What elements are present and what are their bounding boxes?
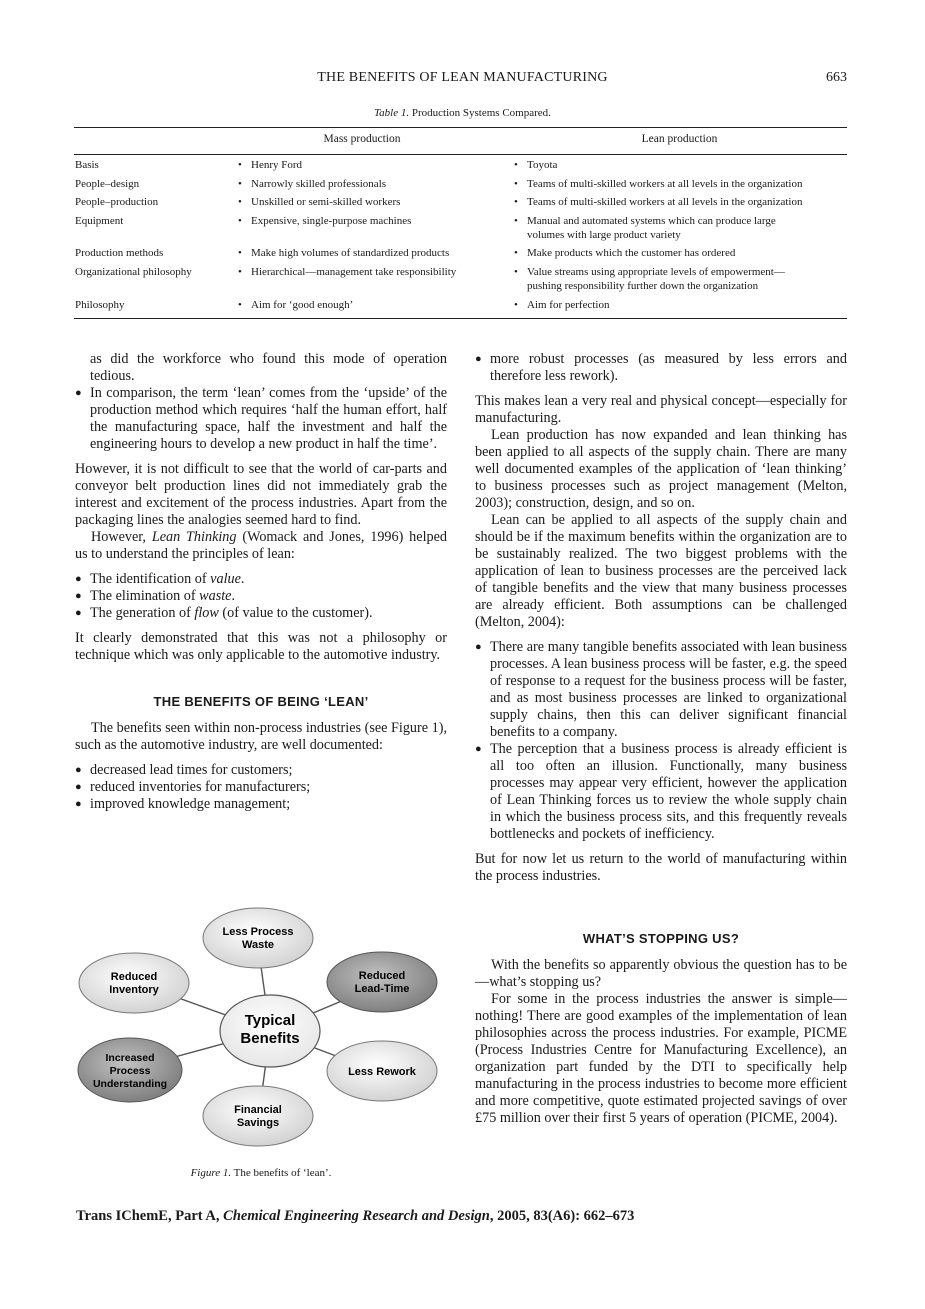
row-mass: • Henry Ford [251, 158, 302, 172]
list-item: ● The generation of flow (of value to the customer). [75, 605, 447, 622]
list-item: ● reduced inventories for manufacturers; [75, 779, 447, 796]
row-label: Equipment [75, 215, 124, 227]
node-label: Financial [234, 1104, 282, 1116]
paragraph: It clearly demonstrated that this was not a philosophy or technique which was only applicable to the automotive industry. [75, 630, 447, 663]
table-caption-text: Production Systems Compared. [409, 107, 551, 119]
section-heading-benefits: THE BENEFITS OF BEING ‘LEAN’ [153, 694, 369, 709]
node-label: Reduced [110, 971, 158, 983]
principles-list [75, 571, 447, 622]
row-mass: • Hierarchical—management take responsibility [251, 265, 456, 279]
robust-bullet-list [475, 351, 847, 385]
paragraph: With the benefits so apparently obvious the question has to be—what’s stopping us? [475, 957, 847, 990]
center-label: Typical [244, 1012, 296, 1029]
paragraph: However, it is not difficult to see that the world of car-parts and conveyor belt production lines did not immediately grab the interest and excitement of the process industries. Apart from the packaging lines the analogies seemed hard to find. [75, 461, 447, 528]
paragraph: However, Lean Thinking (Womack and Jones, 1996) helped us to understand the principles of lean: [75, 529, 447, 562]
list-item: ● improved knowledge management; [75, 796, 447, 813]
table-caption [0, 107, 925, 119]
row-lean: • Value streams using appropriate levels of empowerment— [527, 265, 785, 279]
node-increased-process-understanding [78, 1038, 182, 1102]
node-typical-benefits [220, 995, 320, 1067]
node-reduced-inventory [79, 953, 189, 1013]
table-header-lean: Lean production [641, 133, 718, 145]
row-lean: • Teams of multi-skilled workers at all levels in the organization [527, 195, 802, 209]
list-item: ● The perception that a business process is already efficient is all too often an illusion. Functionally, many business processes may appear very efficient, however the application of Lean Thinking forces us to review the whole supply chain in which the business process sits, and this frequently reveals bottlenecks and pockets of inefficiency. [475, 741, 847, 843]
row-mass: • Make high volumes of standardized products [251, 246, 449, 260]
node-less-process-waste [203, 908, 313, 968]
node-label: Process [109, 1065, 151, 1077]
row-label: Production methods [75, 247, 164, 259]
row-mass: • Expensive, single-purpose machines [251, 214, 411, 228]
figure-caption-text: The benefits of ‘lean’. [231, 1167, 332, 1179]
node-label: Less Process [222, 926, 294, 938]
row-lean: • Toyota [527, 158, 557, 172]
list-item: ● The elimination of waste. [75, 588, 447, 605]
list-item: ● The identification of value. [75, 571, 447, 588]
paragraph: For some in the process industries the answer is simple—nothing! There are good examples of the implementation of lean philosophies across the process industries. For example, PICME (Process Industries Centre for Manufacturing Excellence), an organization part funded by the DTI to specifically help manufacturing in the process industries to become more efficient and more competitive, quote estimated projected savings of over £75 million over their first 5 years of operation (PICME, 2004). [475, 991, 847, 1126]
running-header-title: THE BENEFITS OF LEAN MANUFACTURING [317, 70, 608, 85]
list-item: ● more robust processes (as measured by less errors and therefore less rework). [475, 351, 847, 385]
node-reduced-lead-time [327, 952, 437, 1012]
row-label: People–design [75, 178, 140, 190]
section-heading-stopping: WHAT’S STOPPING US? [582, 931, 740, 946]
list-item: ● In comparison, the term ‘lean’ comes from the ‘upside’ of the production method which requires ‘half the human effort, half the manufacturing space, half the investment and half the engineering hours to develop a new product in half the time’. [75, 385, 447, 453]
table-header-mass: Mass production [323, 133, 401, 145]
paragraph: The benefits seen within non-process industries (see Figure 1), such as the automotive industry, are well documented: [75, 720, 447, 753]
figure-caption-label: Figure 1. [190, 1167, 232, 1179]
row-label: Basis [75, 159, 99, 171]
page-number: 663 [826, 70, 847, 85]
node-label: Lead-Time [354, 983, 410, 995]
paragraph: as did the workforce who found this mode of operation tedious. [90, 351, 447, 384]
row-lean: • Teams of multi-skilled workers at all levels in the organization [527, 177, 802, 191]
row-label: Organizational philosophy [75, 266, 192, 278]
node-label: Reduced [358, 970, 406, 982]
left-column [75, 351, 447, 813]
list-item: ● decreased lead times for customers; [75, 762, 447, 779]
row-lean-cont: volumes with large product variety [527, 229, 681, 241]
row-lean: • Aim for perfection [527, 298, 609, 312]
node-less-rework [327, 1041, 437, 1101]
journal-name: Chemical Engineering Research and Design [223, 1208, 490, 1224]
paragraph: But for now let us return to the world of manufacturing within the process industries. [475, 851, 847, 884]
list-item: ● There are many tangible benefits associated with lean business processes. A lean business process will be faster, e.g. the speed of response to a request for the business process will be faster, and as most business processes are linked to organizational supply chains, then this can deliver significant financial benefits to a company. [475, 639, 847, 741]
node-label: Savings [236, 1117, 280, 1129]
paragraph: Lean production has now expanded and lean thinking has been applied to all aspects of the supply chain. There are many well documented examples of the application of ‘lean thinking’ to business processes such as project management (Melton, 2003); construction, design, and so on. [475, 427, 847, 511]
table-top-rule [74, 127, 847, 128]
table-caption-label: Table 1. [374, 107, 410, 119]
node-financial-savings [203, 1086, 313, 1146]
row-lean: • Make products which the customer has ordered [527, 246, 735, 260]
row-mass: • Aim for ‘good enough’ [251, 298, 353, 312]
row-lean-cont: pushing responsibility further down the organization [527, 280, 759, 292]
assumptions-list [475, 639, 847, 843]
row-mass: • Unskilled or semi-skilled workers [251, 195, 400, 209]
lean-bullet-list [75, 385, 447, 453]
center-label: Benefits [240, 1030, 300, 1047]
table-header-rule [74, 154, 847, 155]
row-label: Philosophy [75, 299, 125, 311]
node-label: Inventory [109, 984, 159, 996]
journal-footer: Trans IChemE, Part A, Chemical Engineering Research and Design, 2005, 83(A6): 662–673 [76, 1208, 635, 1224]
paragraph: This makes lean a very real and physical concept—especially for manufacturing. [475, 393, 847, 426]
figure-caption [75, 1167, 447, 1179]
row-lean: • Manual and automated systems which can produce large [527, 214, 776, 228]
right-column [475, 351, 847, 1127]
node-label: Increased [105, 1052, 155, 1064]
benefits-list [75, 762, 447, 813]
row-mass: • Narrowly skilled professionals [251, 177, 386, 191]
node-label: Less Rework [348, 1066, 416, 1078]
table-bottom-rule [74, 318, 847, 319]
node-label: Waste [242, 939, 274, 951]
benefits-diagram [75, 905, 450, 1155]
node-label: Understanding [92, 1078, 168, 1090]
book-title: Lean Thinking [151, 529, 237, 545]
row-label: People–production [75, 196, 159, 208]
paragraph: Lean can be applied to all aspects of the supply chain and should be if the maximum benefits within the organization are to be sustainably realized. The two biggest problems with the application of lean to business processes are the perceived lack of tangible benefits and the view that many business processes are already efficient. Both assumptions can be challenged (Melton, 2004): [475, 512, 847, 630]
